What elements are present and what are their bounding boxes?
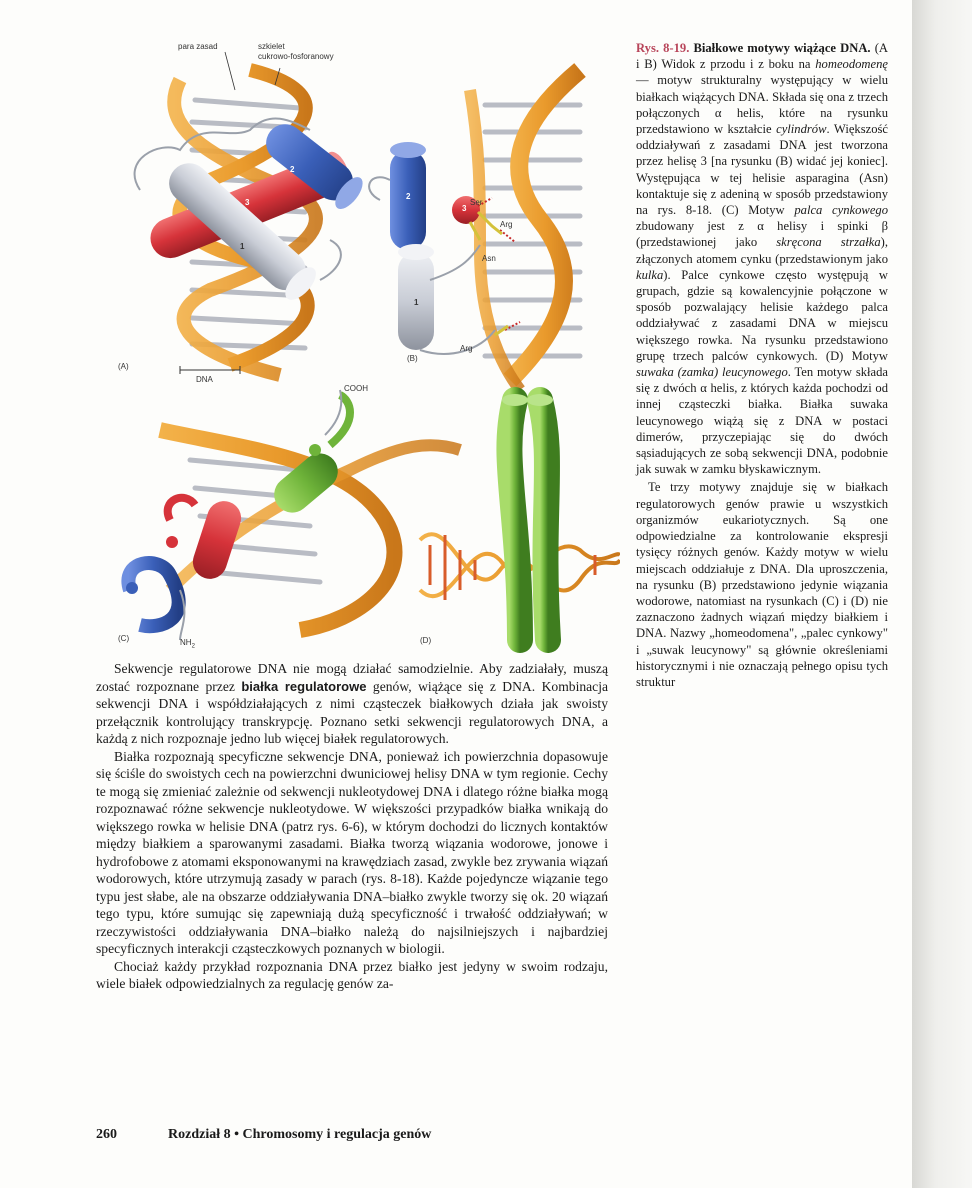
helix-2-number: 2 xyxy=(290,165,295,174)
caption-text: . Ten motyw składa się z dwóch α helis, z których każda pochodzi od innej cząsteczki białka. Białka suwaka leucynowego wiążą się z DNA w postaci dimerów, przyczepiając się do dwóch sąsiadujących ze sobą sekwencji DNA, podobnie jak suwak w zamku błyskawicznym. xyxy=(636,365,888,477)
zinc-finger-blue xyxy=(126,563,179,626)
page-edge-shadow xyxy=(912,0,972,1188)
caption-text: . Większość oddziaływań z zasadami DNA jest tworzona przez helisę 3 [na rysunku (B) widać jej koniec]. Występująca w tej helisie asparagina (Asn) kontaktuje się z adeniną w sposób przedstawiony na rys. 8-18. (C) Motyw xyxy=(636,122,888,218)
caption-term-twisted-arrow: skręcona strzałka xyxy=(776,235,881,250)
b-helix-1-grey xyxy=(398,244,434,350)
caption-text: (A i B) Widok z przodu i z boku na xyxy=(636,41,888,72)
zinc-finger-red xyxy=(166,497,246,584)
caption-term-homeodomain: homeodomenę xyxy=(815,57,888,72)
caption-text: — motyw strukturalny występujący w wielu białkach wiążących DNA. Składa się ona z trzech połączonych α helis, które na rysunku przedstawiono w kształcie xyxy=(636,73,888,137)
label-nh2: $NH_2$ xyxy=(180,638,195,650)
panel-c-zinc-finger xyxy=(126,390,460,640)
caption-term-ball: kulka xyxy=(636,267,664,282)
page-footer xyxy=(96,1127,431,1143)
caption-title: Białkowe motywy wiążące DNA. xyxy=(693,41,871,55)
label-arg-1: Arg xyxy=(500,220,513,229)
panel-d-leucine-zipper xyxy=(420,394,620,640)
caption-text: zbudowany jest z α helisy i spinki β (przedstawionej jako xyxy=(636,219,888,250)
label-backbone-line2: cukrowo-fosforanowy xyxy=(258,52,334,61)
leucine-helix-right xyxy=(540,400,548,640)
body-text xyxy=(96,660,608,993)
panel-label-d: (D) xyxy=(420,636,432,645)
helix-1-number: 1 xyxy=(240,242,245,251)
caption-term-cylinders: cylindrów xyxy=(776,122,827,137)
panel-label-b: (B) xyxy=(407,354,418,363)
label-ser: Ser xyxy=(470,198,483,207)
b-helix-3-number: 3 xyxy=(462,204,467,213)
panel-a-homeodomain-front xyxy=(135,52,368,375)
b-helix-1-number: 1 xyxy=(414,298,419,307)
helix-3-number: 3 xyxy=(245,198,250,207)
caption-text: ), złączonych atomem cynku (przedstawionym jako xyxy=(636,235,889,266)
panel-label-a: (A) xyxy=(118,362,129,371)
body-paragraph-3: Chociaż każdy przykład rozpoznania DNA przez białko jest jedyny w swoim rodzaju, wiele białek odpowiedzialnych za regulację genów za- xyxy=(96,958,608,991)
page-number: 260 xyxy=(96,1127,117,1142)
caption-text: ). Palce cynkowe często występują w grupach, gdzie są kowalencyjnie połączone w sposób pozwalający helisie każdego palca oddziaływać z zasadami DNA w miejscu większego rowka. Na rysunku przedstawiono grupę trzech palców cynkowych. (D) Motyw xyxy=(636,267,888,363)
caption-paragraph-2: Te trzy motywy znajduje się w białkach regulatorowych genów prawie u wszystkich organizmów eukariotycznych. Są one odpowiedzialne za kontrolowanie ekspresji tysięcy różnych genów. Każdy motyw w wielu miejscach oddziałuje z DNA. Dla uproszczenia, na rysunku (B) przedstawiono jedynie wiązania wodorowe, natomiast na rysunkach (C) i (D) nie zaznaczono żadnych wiązań między białkiem i DNA. Nazwy „homeodomena", „palec cynkowy" i „suwak leucynowy" są głównie określeniami historycznymi i nie oznaczają pełnego opisu tych struktur xyxy=(636,480,888,689)
b-helix-2-number: 2 xyxy=(406,192,411,201)
label-backbone-line1: szkielet xyxy=(258,42,285,51)
leucine-helix-left xyxy=(509,400,520,640)
dna-backbone-b1 xyxy=(510,70,580,380)
caption-term-zinc-finger: palca cynkowego xyxy=(794,203,889,218)
figure-dna-binding-motifs xyxy=(100,30,620,660)
figure-illustration xyxy=(100,30,620,660)
panel-label-c: (C) xyxy=(118,634,130,643)
caption-term-leucine-zipper: suwaka (zamka) leucynowego xyxy=(636,365,788,380)
body-paragraph-2: Białka rozpoznają specyficzne sekwencje DNA, ponieważ ich powierzchnia dopasowuje się ściśle do swoistych cech na powierzchni dwuniciowej helisy DNA w tym regionie. Cechy te mogą się zmieniać zależnie od sekwencji nukleotydowej DNA i dlatego różne białka mogą rozpoznawać różne sekwencje nukleotydowe. W większości przypadków białka wnikają do większego rowka w helisie DNA (patrz rys. 6-6), w którym dochodzi do licznych kontaktów między białkiem a sparowanymi zasadami. Białka tworzą wiązania wodorowe, jonowe i hydrofobowe z atomami eksponowanymi na krawędziach zasad, zwykle bez zrywania wiązań wodorowych, które utrzymują zasady w parach (rys. 8-18). Każde pojedyncze wiązanie tego typu jest słabe, ale na obszarze oddziaływania DNA–białko zwykle tworzy się ok. 20 wiązań tego typu, które sumując się zapewniają dużą specyficzność i trwałość oddziaływań; w rzeczywistości oddziaływania DNA–białko należą do najsilniejszych i najbardziej specyficznych interakcji cząsteczkowych poznanych w biologii. xyxy=(96,748,608,956)
body-paragraph-1: Sekwencje regulatorowe DNA nie mogą działać samodzielnie. Aby zadziałały, muszą zostać rozpoznane przez białka regulatorowe genów, wiążące się z DNA. Kombinacja sekwencji DNA i współdziałających z nimi cząsteczek białkowych działa jak swoisty przełącznik kontrolujący transkrypcję. Poznano setki sekwencji regulatorowych DNA, a każdą z nich rozpoznaje jedno lub więcej białek regulatorowych. xyxy=(96,661,609,746)
caption-paragraph-1 xyxy=(636,40,888,477)
label-cooh: COOH xyxy=(344,384,368,393)
label-base-pair: para zasad xyxy=(178,42,218,51)
running-footer-chapter: Rozdział 8 • Chromosomy i regulacja genów xyxy=(168,1127,432,1142)
panel-b-homeodomain-side xyxy=(369,70,580,390)
body-key-term: białka regulatorowe xyxy=(241,678,367,694)
label-arg-2: Arg xyxy=(460,344,473,353)
caption-figure-number: Rys. 8-19. xyxy=(636,41,690,55)
label-dna: DNA xyxy=(196,375,213,384)
label-asn: Asn xyxy=(482,254,496,263)
figure-caption xyxy=(636,40,888,690)
pointer-base-pair xyxy=(225,52,235,90)
